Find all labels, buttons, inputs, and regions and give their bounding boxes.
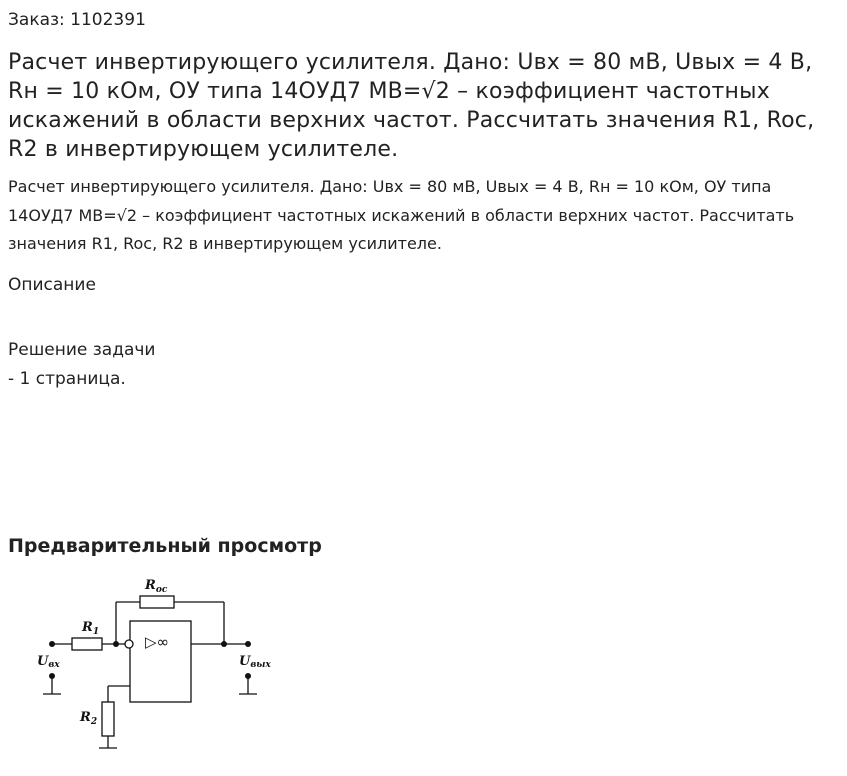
junction-dot-output (221, 641, 227, 647)
output-ground-dot (245, 673, 251, 679)
solution-heading: Решение задачи (8, 340, 156, 360)
input-terminal-dot (49, 641, 55, 647)
resistor-r1 (72, 638, 102, 650)
circuit-diagram (10, 572, 300, 762)
preview-heading: Предварительный просмотр (8, 535, 322, 557)
solution-pages: - 1 страница. (8, 369, 126, 389)
circuit-preview-image (10, 572, 300, 762)
inverting-input-circle (125, 640, 133, 648)
label-uout: Uвых (239, 654, 271, 670)
description-section-label: Описание (8, 275, 96, 295)
order-number: Заказ: 1102391 (8, 10, 146, 30)
resistor-r2 (102, 702, 114, 736)
opamp-symbol: ▷∞ (145, 633, 170, 651)
resistor-roc (140, 596, 174, 608)
page-title: Расчет инвертирующего усилителя. Дано: Uвх = 80 мВ, Uвых = 4 В, Rн = 10 кОм, ОУ типа 14ОУД7 MВ=√2 – коэффициент частотных искажений в области верхних частот. Рассчитать значения R1, Roc, R2 в инвертирующем усилителе. (8, 50, 815, 162)
solution-info (8, 336, 155, 394)
label-r2: $R_2$ (80, 710, 98, 727)
task-description: Расчет инвертирующего усилителя. Дано: Uвх = 80 мВ, Uвых = 4 В, Rн = 10 кОм, ОУ типа 14ОУД7 MВ=√2 – коэффициент частотных искажений в области верхних частот. Рассчитать значения R1, Roc, R2 в инвертирующем усилителе. (8, 177, 795, 253)
label-r1: $R_1$ (82, 620, 100, 637)
output-terminal-dot (245, 641, 251, 647)
label-roc: $R_{oc}$ (145, 578, 168, 595)
input-ground-dot (49, 673, 55, 679)
junction-dot-input (113, 641, 119, 647)
label-uin: Uвх (37, 654, 60, 670)
